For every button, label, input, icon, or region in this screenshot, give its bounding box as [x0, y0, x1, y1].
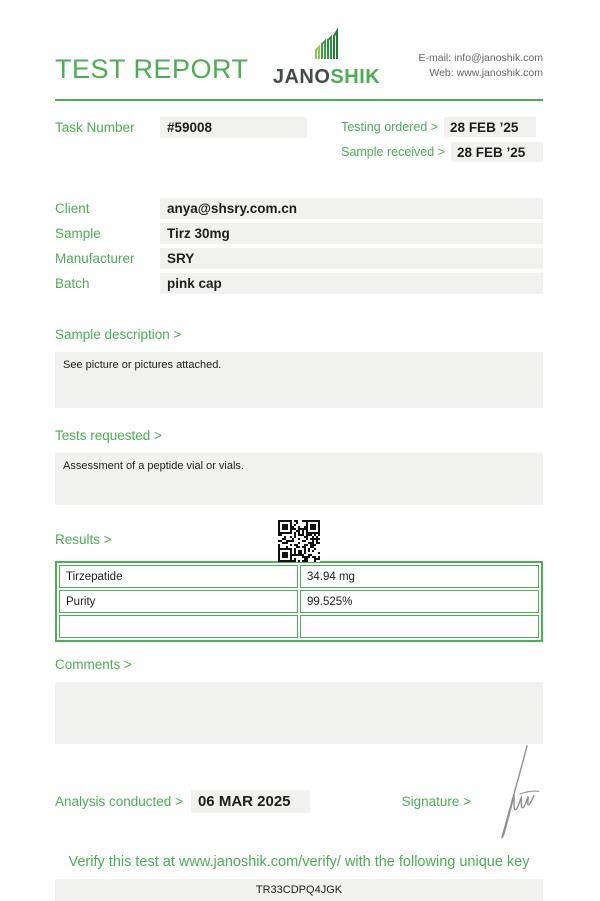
- manufacturer-value: SRY: [160, 248, 543, 269]
- comments-heading: Comments >: [55, 657, 132, 672]
- info-row-sample: [55, 223, 543, 244]
- manufacturer-label: Manufacturer: [55, 251, 135, 266]
- tests-requested-box: Assessment of a peptide vial or vials.: [55, 453, 543, 505]
- client-value: anya@shsry.com.cn: [160, 198, 543, 219]
- task-number-row: [55, 117, 307, 138]
- comments-box: [55, 682, 543, 744]
- batch-value: pink cap: [160, 273, 543, 294]
- logo-wordmark: [273, 67, 380, 87]
- task-section: [55, 117, 543, 162]
- task-number-label: Task Number: [55, 120, 135, 135]
- dates-block: [341, 117, 543, 162]
- table-row: [59, 565, 539, 588]
- logo: [273, 28, 380, 87]
- page-title: TEST REPORT: [55, 54, 249, 84]
- sample-description-box: See picture or pictures attached.: [55, 352, 543, 408]
- result-name: Tirzepatide: [59, 565, 298, 588]
- contact-block: [419, 51, 543, 87]
- analysis-signature-row: [55, 788, 543, 814]
- info-row-batch: [55, 273, 543, 294]
- result-value: 34.94 mg: [300, 565, 539, 588]
- batch-label: Batch: [55, 276, 90, 291]
- tests-requested-heading: Tests requested >: [55, 428, 162, 443]
- handwritten-signature: [487, 742, 543, 847]
- task-number-value: #59008: [160, 117, 307, 138]
- contact-web-line: [419, 66, 543, 81]
- signature-label: Signature >: [401, 793, 471, 809]
- info-section: [55, 198, 543, 294]
- testing-ordered-value: 28 FEB ’25: [444, 117, 536, 137]
- growth-bars-icon: [306, 28, 348, 67]
- client-label: Client: [55, 201, 90, 216]
- testing-ordered-label: Testing ordered >: [341, 120, 439, 134]
- analysis-conducted: [55, 790, 310, 813]
- results-header-row: [55, 517, 543, 561]
- logo-word-dark: JANO: [272, 66, 331, 88]
- result-name: Purity: [59, 590, 298, 613]
- header-divider: [55, 99, 543, 101]
- unique-key-value: TR33CDPQ4JGK: [55, 879, 543, 901]
- sample-value: Tirz 30mg: [160, 223, 543, 244]
- signature-block: [402, 794, 543, 809]
- info-row-manufacturer: [55, 248, 543, 269]
- testing-ordered-row: [341, 117, 543, 137]
- email-label: E-mail:: [418, 52, 452, 64]
- info-row-client: [55, 198, 543, 219]
- qr-code: [278, 520, 320, 562]
- result-name: [59, 615, 298, 638]
- table-row: [59, 590, 539, 613]
- web-value: www.janoshik.com: [456, 67, 543, 79]
- web-label: Web:: [429, 67, 454, 79]
- sample-description-heading: Sample description >: [55, 327, 182, 342]
- result-value: [300, 615, 539, 638]
- result-value: 99.525%: [300, 590, 539, 613]
- sample-received-value: 28 FEB ’25: [451, 142, 543, 162]
- header: [55, 28, 543, 87]
- sample-received-row: [341, 142, 543, 162]
- sample-label: Sample: [55, 226, 101, 241]
- analysis-conducted-label: Analysis conducted >: [55, 793, 183, 809]
- analysis-date-value: 06 MAR 2025: [191, 790, 310, 813]
- logo-word-green: SHIK: [330, 66, 381, 88]
- results-table: [55, 561, 543, 642]
- email-value: info@janoshik.com: [454, 52, 543, 64]
- sample-received-label: Sample received >: [341, 145, 445, 159]
- contact-email-line: [419, 51, 543, 66]
- verify-instruction: Verify this test at www.janoshik.com/verify/ with the following unique key: [68, 854, 530, 870]
- results-heading: Results >: [55, 531, 112, 547]
- table-row: [59, 615, 539, 638]
